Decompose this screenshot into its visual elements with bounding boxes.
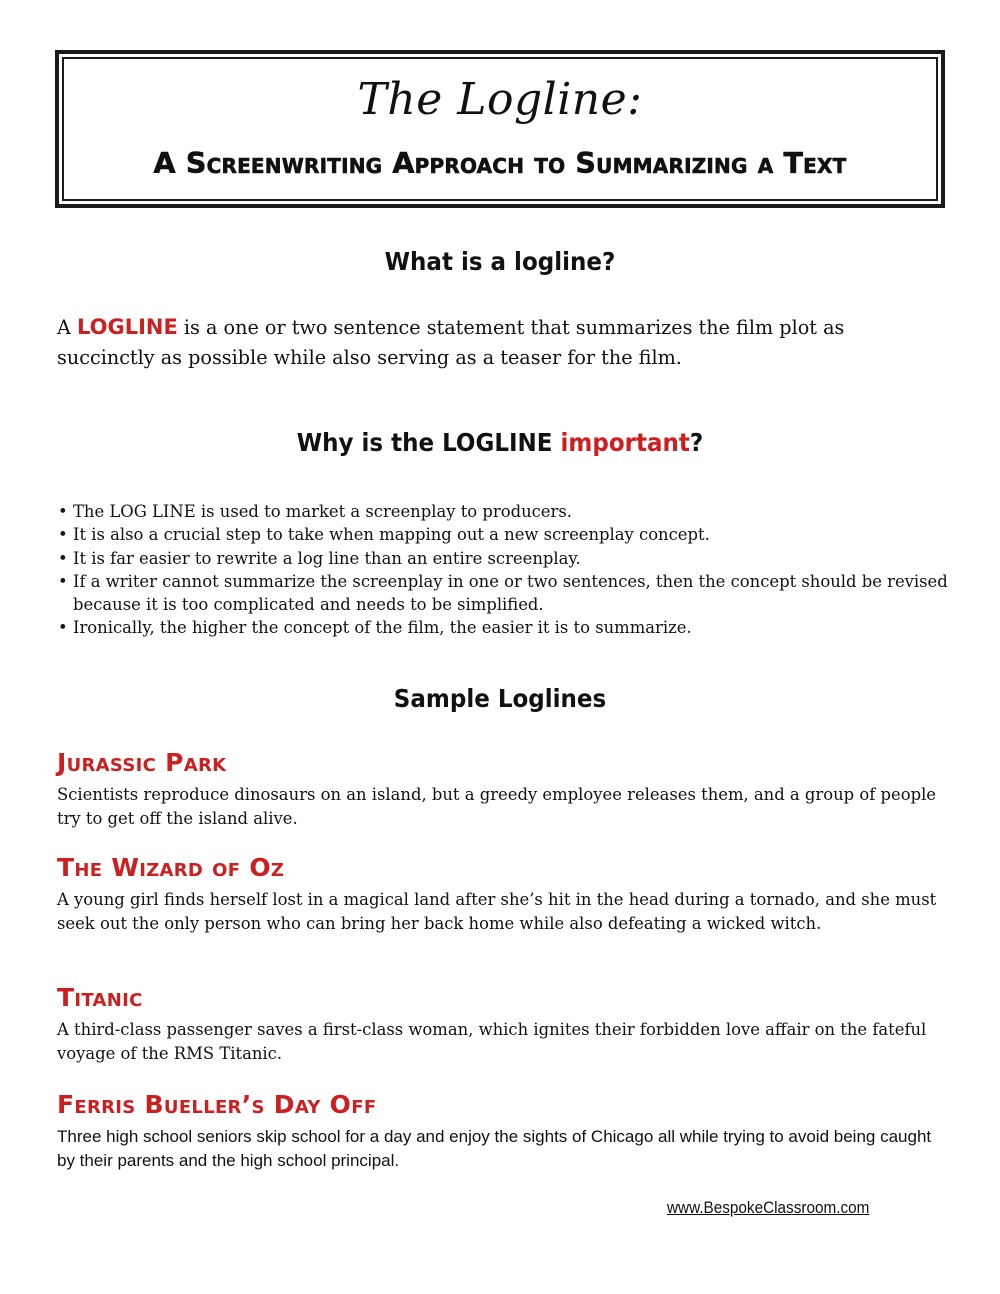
definition-text: is a one or two sentence statement that summarizes the film plot as succinctly as possible while also serving as a teaser for the film.	[57, 316, 845, 369]
sample-title-wizard-of-oz: The Wizard of Oz	[57, 853, 285, 882]
heading-why-end: ?	[689, 428, 704, 457]
logline-definition	[57, 312, 947, 373]
sample-title-jurassic-park: Jurassic Park	[57, 748, 227, 777]
list-item: • It is far easier to rewrite a log line than an entire screenplay.	[58, 547, 948, 570]
list-item: • Ironically, the higher the concept of the film, the easier it is to summarize.	[58, 616, 948, 639]
list-item: • It is also a crucial step to take when mapping out a new screenplay concept.	[58, 523, 948, 546]
heading-why-accent: important	[560, 428, 690, 457]
list-item: • If a writer cannot summarize the screenplay in one or two sentences, then the concept should be revised because it is too complicated and needs to be simplified.	[58, 570, 948, 617]
sample-text-ferris-bueller: Three high school seniors skip school for a day and enjoy the sights of Chicago all while trying to avoid being caught by their parents and the high school principal.	[57, 1127, 932, 1170]
list-item: • The LOG LINE is used to market a screenplay to producers.	[58, 500, 948, 523]
page-subtitle: A Screenwriting Approach to Summarizing a Text	[153, 147, 847, 180]
sample-title-ferris-bueller: Ferris Bueller’s Day Off	[57, 1090, 377, 1119]
sample-text-titanic: A third-class passenger saves a first-class woman, which ignites their forbidden love affair on the fateful voyage of the RMS Titanic.	[57, 1020, 927, 1063]
sample-text-wizard-of-oz: A young girl finds herself lost in a magical land after she’s hit in the head during a tornado, and she must seek out the only person who can bring her back home while also defeating a wicked witch.	[57, 890, 937, 933]
heading-why-start: Why is the LOGLINE	[296, 428, 561, 457]
definition-prefix: A	[57, 316, 77, 339]
sample-text-jurassic-park: Scientists reproduce dinosaurs on an island, but a greedy employee releases them, and a group of people try to get off the island alive.	[57, 785, 937, 828]
title-box	[55, 50, 945, 208]
website-link[interactable]: www.BespokeClassroom.com	[667, 1198, 870, 1217]
heading-sample-loglines: Sample Loglines	[393, 684, 607, 713]
heading-what-is-logline: What is a logline?	[384, 247, 616, 276]
logline-keyword: LOGLINE	[76, 315, 178, 339]
sample-title-titanic: Titanic	[57, 983, 143, 1012]
importance-list	[58, 500, 948, 640]
heading-why-important	[40, 428, 960, 457]
page-title: The Logline:	[357, 74, 643, 125]
